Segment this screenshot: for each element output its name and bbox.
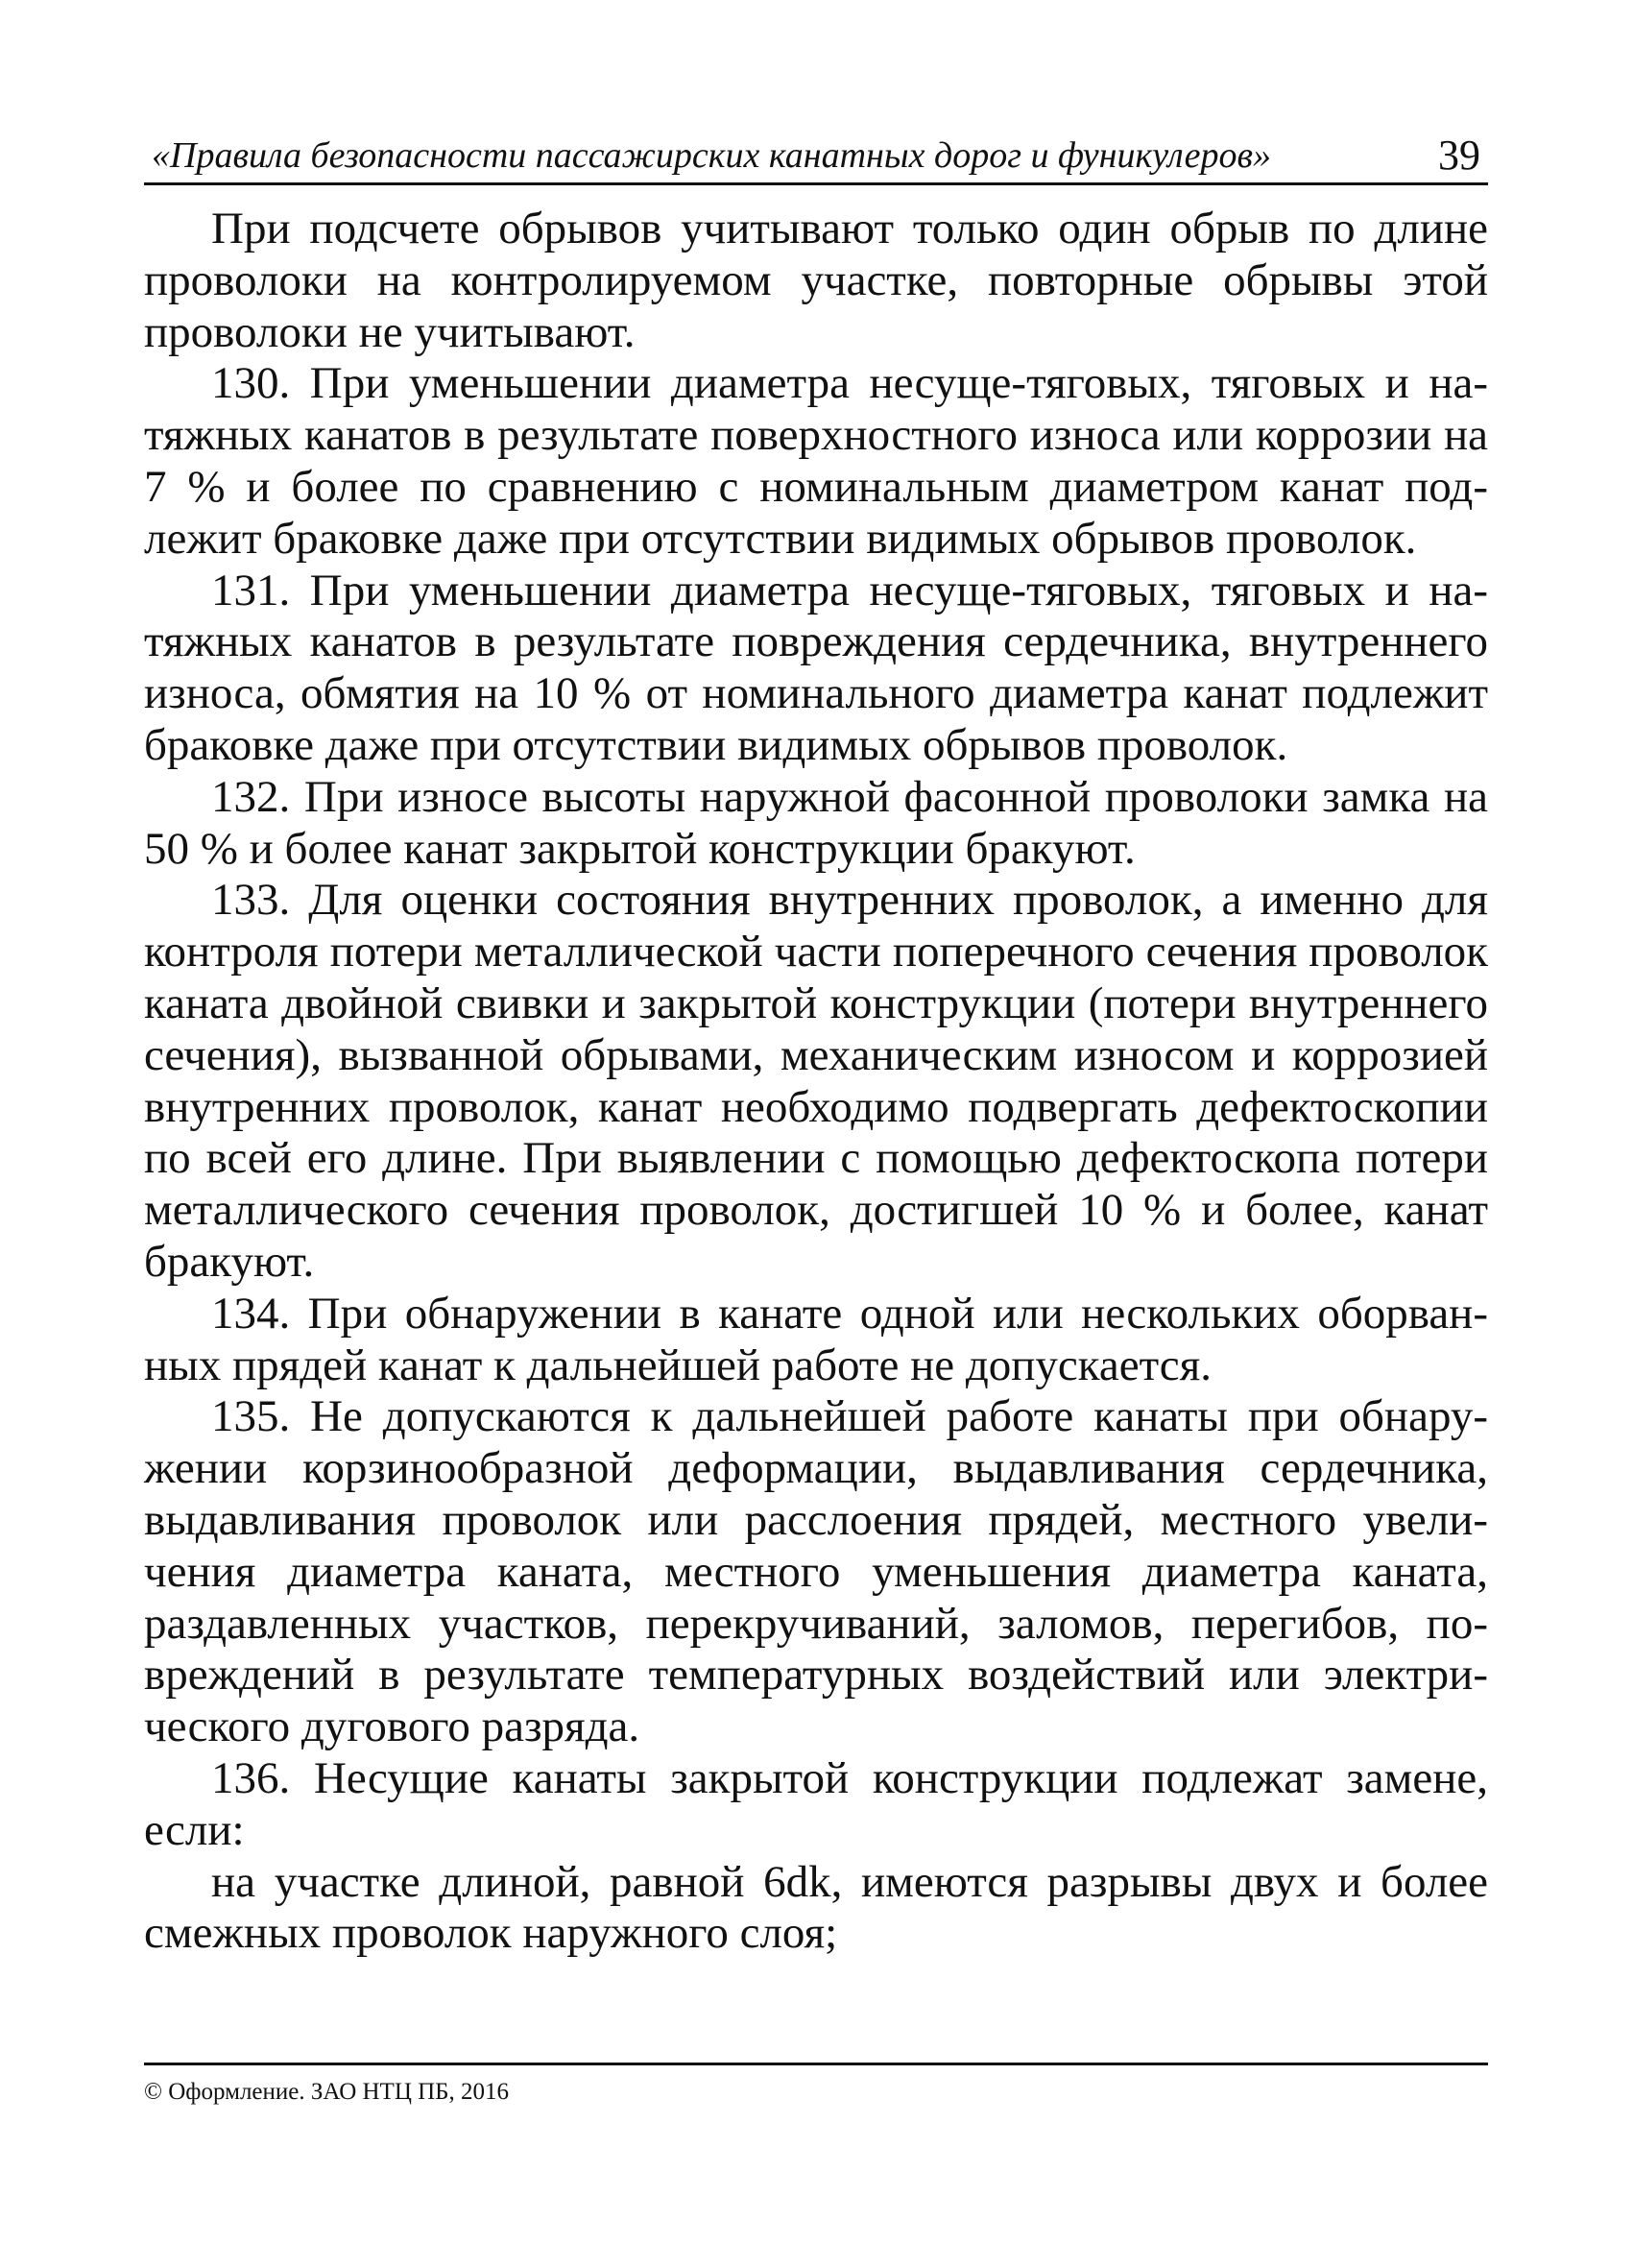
page-number: 39 xyxy=(1438,132,1480,179)
paragraph-132: 132. При износе высоты наружной фасонной проволоки замка на 50 % и более канат закрытой конструкции бракуют. xyxy=(144,771,1488,874)
paragraph-135: 135. Не допускаются к дальнейшей работе канаты при обнаружении корзинообразной деформации, выдавливания сердечника, выдавливания проволок или расслоения прядей, местного увеличения диаметра каната, местного уменьшения диаметра каната, раздавленных участков, перекручиваний, заломов, перегибов, повреждений в результате температурных воздействий или электрического дугового разряда. xyxy=(144,1391,1488,1752)
document-page xyxy=(144,0,1488,2268)
paragraph-intro: При подсчете обрывов учитывают только один обрыв по длине проволоки на контролируемом участке, повторные обрывы этой проволоки не учитывают. xyxy=(144,204,1488,357)
paragraph-133: 133. Для оценки состояния внутренних проволок, а именно для контроля потери металлической части поперечного сечения проволок каната двойной свивки и закрытой конструкции (потери внутреннего сечения), вызванной обрывами, механическим износом и коррозией внутренних проволок, канат необходимо подвергать дефектоскопии по всей его длине. При выявлении с помощью дефектоскопа потери металлического сечения проволок, достигшей 10 % и более, канат бракуют. xyxy=(144,875,1488,1287)
paragraph-134: 134. При обнаружении в канате одной или нескольких оборванных прядей канат к дальнейшей работе не допускается. xyxy=(144,1288,1488,1390)
paragraph-130: 130. При уменьшении диаметра несуще-тяговых, тяговых и натяжных канатов в результате поверхностного износа или коррозии на 7 % и более по сравнению с номинальным диаметром канат подлежит браковке даже при отсутствии видимых обрывов проволок. xyxy=(144,358,1488,564)
footer-copyright: © Оформление. ЗАО НТЦ ПБ, 2016 xyxy=(144,2079,510,2105)
paragraph-131: 131. При уменьшении диаметра несуще-тяговых, тяговых и натяжных канатов в результате повреждения сердечника, внутреннего износа, обмятия на 10 % от номинального диаметра канат подлежит браковке даже при отсутствии видимых обрывов проволок. xyxy=(144,565,1488,770)
paragraph-136: 136. Несущие канаты закрытой конструкции подлежат замене, если: xyxy=(144,1752,1488,1855)
paragraph-136-item: на участке длиной, равной 6dk, имеются разрывы двух и более смежных проволок наружного слоя; xyxy=(144,1856,1488,1959)
footer-divider xyxy=(144,2063,1488,2065)
document-title: «Правила безопасности пассажирских канатных дорог и фуникулеров» xyxy=(152,135,1271,176)
body-text xyxy=(144,204,1488,1960)
running-header xyxy=(144,125,1488,185)
